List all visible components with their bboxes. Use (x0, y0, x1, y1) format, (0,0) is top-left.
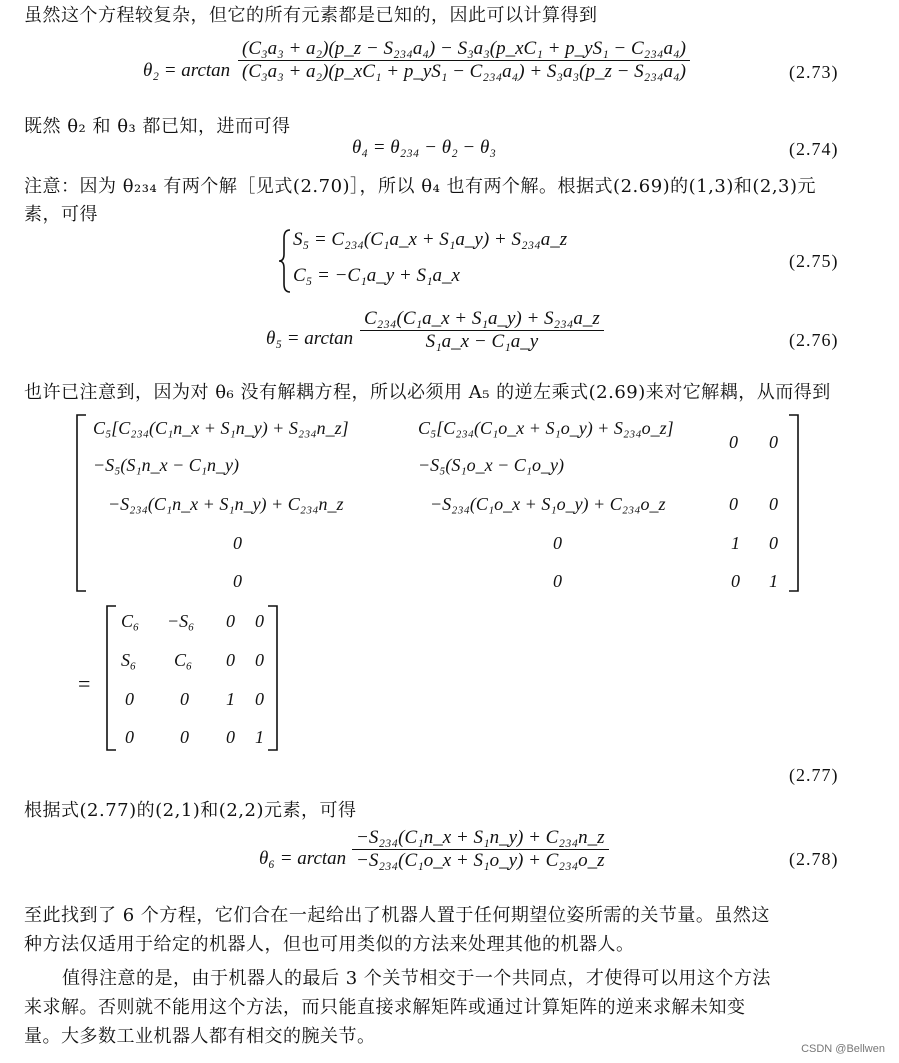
matrix2-cell-r1c2: −S₆ (167, 611, 195, 631)
matrix2-cell-r2c2: C₆ (174, 650, 193, 670)
matrix2-cell-r3c2: 0 (180, 689, 189, 709)
matrix2-cell-r4c2: 0 (180, 727, 189, 747)
matrix1-left-bracket (74, 414, 88, 592)
eq-2-78-lhs: θ₆ = arctan (259, 848, 347, 869)
matrix1-cell-r1c3: 0 (729, 432, 738, 452)
eq-2-73-numerator: (C₃a₃ + a₂)(p_z − S₂₃₄a₄) − S₃a₃(p_xC₁ + p_yS₁ − C₂₃₄a₄) (242, 38, 686, 59)
eq-2-73-tag: (2.73) (789, 62, 839, 82)
matrix2-cell-r3c3: 1 (226, 689, 235, 709)
matrix1-cell-r1c2-cont: −S₅(S₁o_x − C₁o_y) (418, 455, 565, 475)
matrix1-cell-r3c4: 0 (769, 533, 778, 553)
eq-2-78-tag: (2.78) (789, 849, 839, 869)
eq-2-76-tag: (2.76) (789, 330, 839, 350)
matrix2-cell-r4c1: 0 (125, 727, 134, 747)
paragraph-elements: 根据式(2.77)的(2,1)和(2,2)元素，可得 (24, 800, 357, 821)
paragraph-summary-cont: 种方法仅适用于给定的机器人，但也可用类似的方法来处理其他的机器人。 (24, 934, 635, 955)
matrix2-left-bracket (104, 605, 118, 751)
matrix2-cell-r2c3: 0 (226, 650, 235, 670)
paragraph-note: 注意：因为 θ₂₃₄ 有两个解［见式(2.70)］，所以 θ₄ 也有两个解。根据式(2.69)的(1,3)和(2,3)元 (24, 176, 817, 197)
eq-2-77-tag: (2.77) (789, 765, 839, 785)
eq-2-76-denominator: S₁a_x − C₁a_y (425, 331, 539, 352)
matrix1-cell-r1c2: C₅[C₂₃₄(C₁o_x + S₁o_y) + S₂₃₄o_z] (418, 418, 674, 438)
paragraph-note-cont: 素，可得 (24, 204, 98, 225)
matrix1-cell-r3c3: 1 (731, 533, 740, 553)
left-brace (277, 228, 293, 294)
eq-2-73-lhs: θ₂ = arctan (143, 60, 231, 81)
matrix2-cell-r1c4: 0 (255, 611, 264, 631)
matrix1-cell-r3c2: 0 (553, 533, 562, 553)
matrix1-right-bracket (787, 414, 801, 592)
matrix2-cell-r1c3: 0 (226, 611, 235, 631)
matrix1-cell-r4c2: 0 (553, 571, 562, 591)
paragraph-summary: 至此找到了 6 个方程，它们合在一起给出了机器人置于任何期望位姿所需的关节量。虽然这 (24, 905, 770, 926)
eq-2-73-fraction (238, 38, 690, 83)
matrix1-cell-r1c1-cont: −S₅(S₁n_x − C₁n_y) (93, 455, 240, 475)
eq-2-78-numerator: −S₂₃₄(C₁n_x + S₁n_y) + C₂₃₄n_z (356, 827, 605, 848)
eq-2-76-lhs: θ₅ = arctan (266, 328, 354, 349)
matrix1-cell-r2c3: 0 (729, 494, 738, 514)
matrix2-cell-r2c1: S₆ (121, 650, 137, 670)
eq-2-75-tag: (2.75) (789, 251, 839, 271)
paragraph-noteworthy: 值得注意的是，由于机器人的最后 3 个关节相交于一个共同点，才使得可以用这个方法 (62, 968, 771, 989)
eq-2-78-fraction (352, 827, 609, 872)
paragraph-intro: 虽然这个方程较复杂，但它的所有元素都是已知的，因此可以计算得到 (24, 5, 598, 26)
matrix2-cell-r1c1: C₆ (121, 611, 140, 631)
matrix2-right-bracket (266, 605, 280, 751)
matrix1-cell-r1c4: 0 (769, 432, 778, 452)
matrix2-cell-r4c4: 1 (255, 727, 264, 747)
matrix2-cell-r2c4: 0 (255, 650, 264, 670)
matrix2-cell-r4c3: 0 (226, 727, 235, 747)
eq-2-75-line2: C₅ = −C₁a_y + S₁a_x (293, 265, 460, 286)
paragraph-decouple: 也许已注意到，因为对 θ₆ 没有解耦方程，所以必须用 A₅ 的逆左乘式(2.69)来对它解耦，从而得到 (24, 382, 831, 403)
eq-2-76-fraction (360, 308, 604, 353)
paragraph-noteworthy-cont1: 来求解。否则就不能用这个方法，而只能直接求解矩阵或通过计算矩阵的逆来求解未知变 (24, 997, 746, 1018)
eq-2-76-numerator: C₂₃₄(C₁a_x + S₁a_y) + S₂₃₄a_z (364, 308, 600, 329)
eq-2-73-denominator: (C₃a₃ + a₂)(p_xC₁ + p_yS₁ − C₂₃₄a₄) + S₃a₃(p_z − S₂₃₄a₄) (242, 61, 686, 82)
paragraph-noteworthy-cont2: 量。大多数工业机器人都有相交的腕关节。 (24, 1026, 376, 1047)
eq-2-75-line1: S₅ = C₂₃₄(C₁a_x + S₁a_y) + S₂₃₄a_z (293, 229, 568, 250)
paragraph-theta-known: 既然 θ₂ 和 θ₃ 都已知，进而可得 (24, 116, 291, 137)
matrix2-cell-r3c1: 0 (125, 689, 134, 709)
watermark: CSDN @Bellwen (801, 1043, 885, 1055)
matrix1-cell-r2c2: −S₂₃₄(C₁o_x + S₁o_y) + C₂₃₄o_z (430, 494, 666, 514)
equals-sign: = (78, 671, 91, 696)
eq-2-78-denominator: −S₂₃₄(C₁o_x + S₁o_y) + C₂₃₄o_z (356, 850, 605, 871)
matrix1-cell-r1c1: C₅[C₂₃₄(C₁n_x + S₁n_y) + S₂₃₄n_z] (93, 418, 349, 438)
matrix1-cell-r3c1: 0 (233, 533, 242, 553)
eq-2-74: θ₄ = θ₂₃₄ − θ₂ − θ₃ (352, 137, 496, 158)
eq-2-74-tag: (2.74) (789, 139, 839, 159)
matrix1-cell-r4c4: 1 (769, 571, 778, 591)
matrix1-cell-r2c1: −S₂₃₄(C₁n_x + S₁n_y) + C₂₃₄n_z (108, 494, 344, 514)
matrix1-cell-r4c3: 0 (731, 571, 740, 591)
matrix2-cell-r3c4: 0 (255, 689, 264, 709)
matrix1-cell-r4c1: 0 (233, 571, 242, 591)
matrix1-cell-r2c4: 0 (769, 494, 778, 514)
